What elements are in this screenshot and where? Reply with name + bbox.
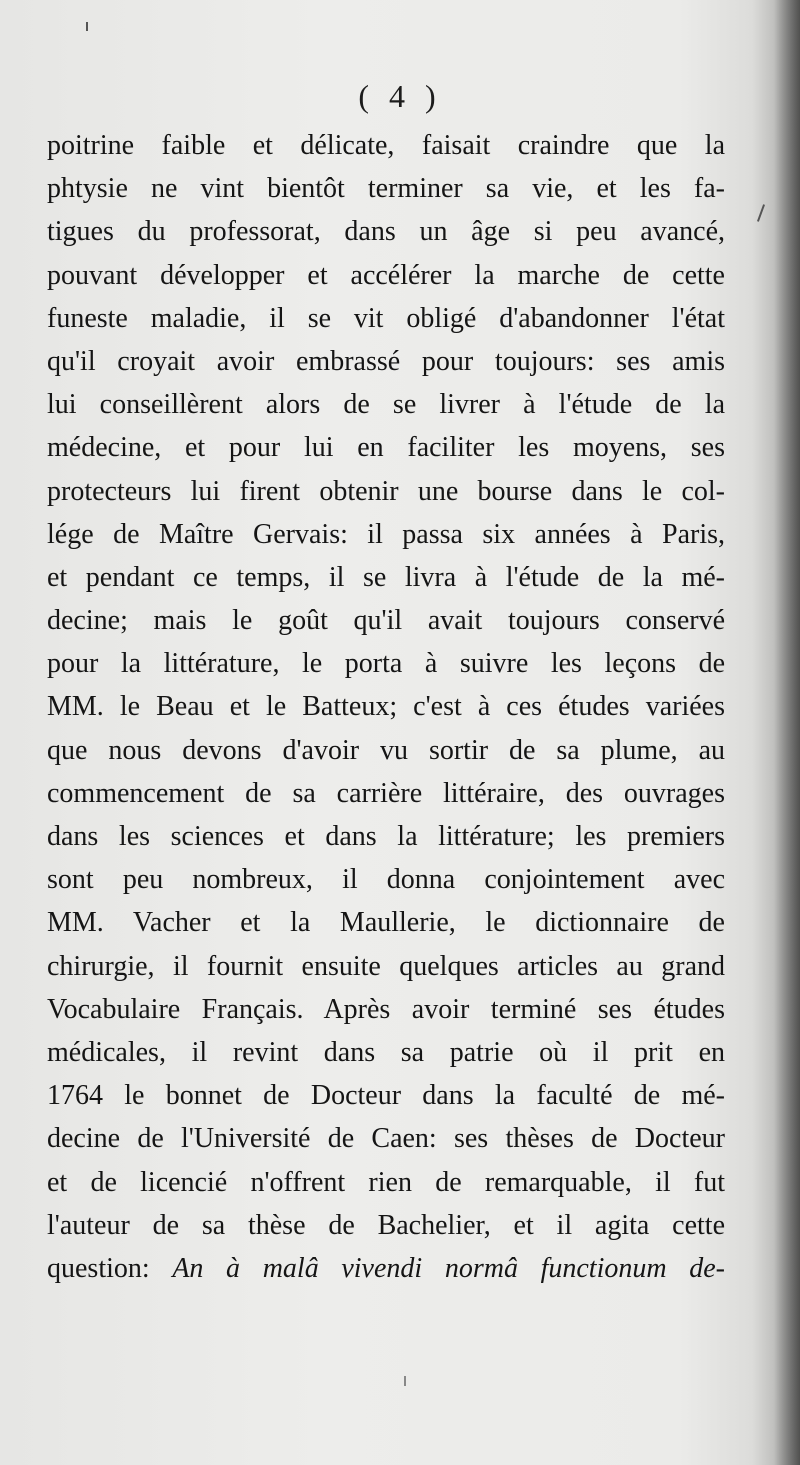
text-line: Vocabulaire Français. Après avoir terminé ses études [47, 993, 725, 1025]
ink-speck [404, 1376, 406, 1386]
text-line: et de licencié n'offrent rien de remarquable, il fut [47, 1166, 725, 1198]
text-line: decine de l'Université de Caen: ses thèses de Docteur [47, 1123, 725, 1155]
text-line: médecine, et pour lui en faciliter les moyens, ses [47, 432, 725, 464]
book-spine-shadow [774, 0, 800, 1465]
text-line: médicales, il revint dans sa patrie où il prit en [47, 1036, 725, 1068]
ink-speck [86, 22, 88, 31]
text-line: dans les sciences et dans la littérature; les premiers [47, 821, 725, 852]
text-line: funeste maladie, il se vit obligé d'abandonner l'état [47, 302, 725, 334]
text-line: chirurgie, il fournit ensuite quelques articles au grand [47, 950, 725, 982]
page-number: ( 4 ) [358, 78, 442, 114]
text-line: decine; mais le goût qu'il avait toujours conservé [47, 605, 725, 637]
text-line: l'auteur de sa thèse de Bachelier, et il agita cette [47, 1209, 725, 1241]
text-line: lui conseillèrent alors de se livrer à l'étude de la [47, 389, 725, 421]
text-line: tigues du professorat, dans un âge si peu avancé, [47, 216, 725, 248]
text-line: et pendant ce temps, il se livra à l'étude de la mé- [47, 561, 725, 593]
text-line: phtysie ne vint bientôt terminer sa vie, et les fa- [47, 173, 725, 205]
text-line: qu'il croyait avoir embrassé pour toujours: ses amis [47, 345, 725, 377]
ink-speck [757, 204, 765, 222]
text-line: pour la littérature, le porta à suivre les leçons de [47, 648, 725, 680]
text-line-lead: question: [47, 1252, 173, 1284]
text-line-last [47, 1247, 725, 1290]
text-line: 1764 le bonnet de Docteur dans la faculté de mé- [47, 1080, 725, 1112]
text-line: MM. le Beau et le Batteux; c'est à ces études variées [47, 691, 725, 723]
text-line: lége de Maître Gervais: il passa six années à Paris, [47, 518, 725, 550]
text-line: protecteurs lui firent obtenir une bourse dans le col- [47, 475, 725, 507]
text-line: sont peu nombreux, il donna conjointement avec [47, 864, 725, 896]
text-line: poitrine faible et délicate, faisait craindre que la [47, 130, 725, 161]
text-line: pouvant développer et accélérer la marche de cette [47, 259, 725, 291]
text-line: MM. Vacher et la Maullerie, le dictionnaire de [47, 907, 725, 939]
text-line: que nous devons d'avoir vu sortir de sa plume, au [47, 734, 725, 766]
body-text [47, 124, 725, 1290]
text-line: commencement de sa carrière littéraire, des ouvrages [47, 777, 725, 809]
latin-question: An à malâ vivendi normâ functionum de- [172, 1252, 725, 1284]
